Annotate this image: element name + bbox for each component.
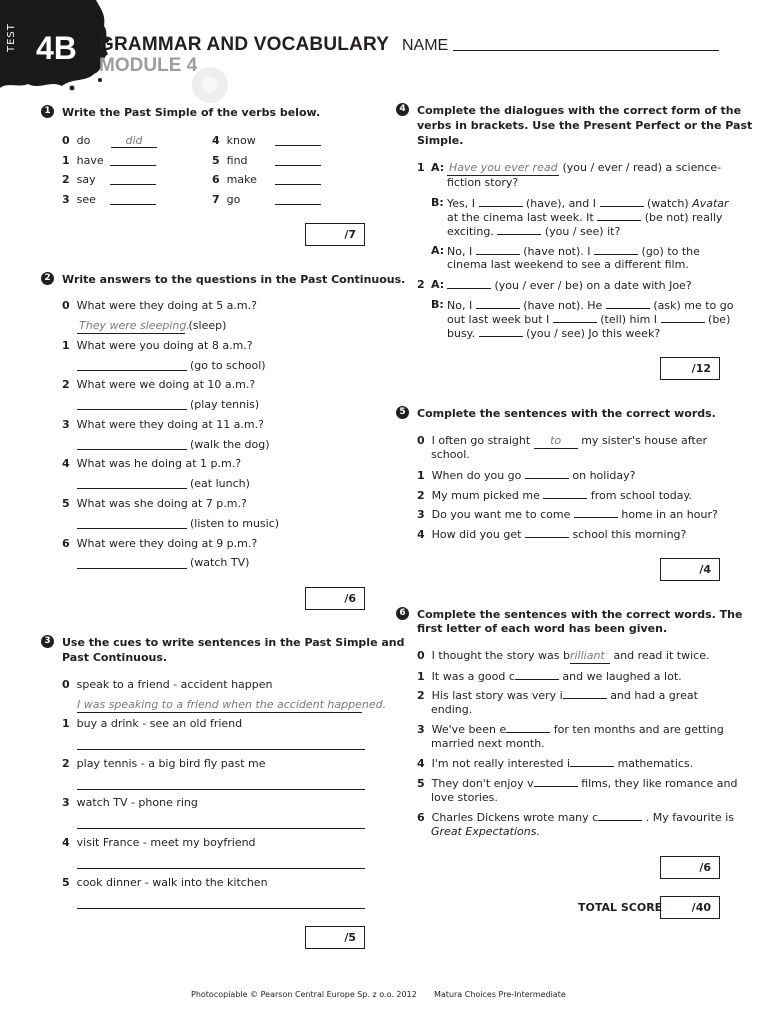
ex6-item-6: 6 Charles Dickens wrote many c . My favourite is bbox=[417, 811, 734, 824]
ex6-item-5-line2: love stories. bbox=[431, 791, 498, 804]
ex4-blank-7[interactable] bbox=[447, 278, 491, 289]
ex1-blank-4[interactable] bbox=[275, 145, 321, 146]
ex3-blank-1[interactable] bbox=[77, 749, 365, 750]
ex4-blank-6[interactable] bbox=[594, 244, 638, 255]
ex5-item-0: 0 I often go straight to my sister's house after bbox=[417, 434, 707, 447]
ex2-question-1: 1 What were you doing at 8 a.m.? bbox=[62, 339, 253, 352]
ex5-score-box[interactable]: /4 bbox=[660, 558, 720, 581]
ex6-item-1: 1 It was a good c and we laughed a lot. bbox=[417, 670, 682, 683]
ex4-d2-b-line3: busy. (you / see) Jo this week? bbox=[447, 327, 661, 340]
ex3-cue-0: 0 speak to a friend - accident happen bbox=[62, 678, 273, 691]
ex1-item-7: 7 go bbox=[212, 193, 241, 206]
ex1-score-box[interactable]: /7 bbox=[305, 223, 365, 246]
ex2-cue-2: (play tennis) bbox=[190, 398, 260, 411]
ex2-question-0: 0 What were they doing at 5 a.m.? bbox=[62, 299, 257, 312]
ex1-blank-2[interactable] bbox=[110, 184, 156, 185]
ex6-item-0: 0 I thought the story was brilliant and read it twice. bbox=[417, 649, 710, 662]
ex4-blank-11[interactable] bbox=[661, 312, 705, 323]
ex5-item-1: 1 When do you go on holiday? bbox=[417, 469, 636, 482]
exercise-number-4: 4 bbox=[396, 103, 409, 116]
ex4-score-box[interactable]: /12 bbox=[660, 357, 720, 380]
ex5-blank-2[interactable] bbox=[543, 488, 587, 499]
ex6-item-3-line2: married next month. bbox=[431, 737, 545, 750]
exercise-number-3: 3 bbox=[41, 635, 54, 648]
ex2-question-6: 6 What were they doing at 9 p.m.? bbox=[62, 537, 258, 550]
exercise-1-instruction: Write the Past Simple of the verbs below. bbox=[62, 106, 321, 119]
ex5-blank-1[interactable] bbox=[525, 468, 569, 479]
exercise-number-1: 1 bbox=[41, 105, 54, 118]
ex6-blank-4[interactable] bbox=[570, 756, 614, 767]
ex4-blank-10[interactable] bbox=[553, 312, 597, 323]
ex4-speaker-a-2: A: bbox=[431, 244, 445, 257]
ex2-answer-0: They were sleeping. bbox=[79, 319, 190, 332]
ex4-d2-b-line2: out last week but I (tell) him I (be) bbox=[447, 313, 731, 326]
ex3-cue-1: 1 buy a drink - see an old friend bbox=[62, 717, 243, 730]
ex6-blank-5[interactable] bbox=[534, 776, 578, 787]
ex4-d1-b-line1: Yes, I (have), and I (watch) Avatar bbox=[447, 197, 729, 210]
test-number: 4B bbox=[36, 30, 77, 66]
name-field[interactable] bbox=[453, 50, 719, 51]
exercise-6-instruction-line-1: Complete the sentences with the correct words. The bbox=[417, 608, 743, 621]
ex3-cue-5: 5 cook dinner - walk into the kitchen bbox=[62, 876, 268, 889]
ex3-blank-3[interactable] bbox=[77, 828, 365, 829]
ex2-question-5: 5 What was she doing at 7 p.m.? bbox=[62, 497, 247, 510]
ex2-answer-row-0: They were sleeping. (sleep) bbox=[79, 319, 227, 332]
ex6-item-2-line2: ending. bbox=[431, 703, 473, 716]
ex4-d1-b-line2: at the cinema last week. It (be not) really bbox=[447, 211, 723, 224]
ex1-blank-1[interactable] bbox=[110, 165, 156, 166]
ex2-question-4: 4 What was he doing at 1 p.m.? bbox=[62, 457, 242, 470]
ex1-item-0: 0 do bbox=[62, 134, 91, 147]
ex1-blank-3[interactable] bbox=[110, 204, 156, 205]
total-score-box[interactable]: /40 bbox=[660, 896, 720, 919]
exercise-number-6: 6 bbox=[396, 607, 409, 620]
ex6-blank-3[interactable] bbox=[506, 722, 550, 733]
ex6-item-4: 4 I'm not really interested i mathematics. bbox=[417, 757, 694, 770]
ex2-cue-6: (watch TV) bbox=[190, 556, 250, 569]
ex2-cue-3: (walk the dog) bbox=[190, 438, 270, 451]
ex5-blank-4[interactable] bbox=[525, 527, 569, 538]
name-label: NAME bbox=[402, 37, 449, 54]
ex3-blank-4[interactable] bbox=[77, 868, 365, 869]
ex5-item-3: 3 Do you want me to come home in an hour? bbox=[417, 508, 718, 521]
module-label: MODULE 4 bbox=[99, 55, 198, 76]
ex3-answer-0: I was speaking to a friend when the accident happened. bbox=[77, 698, 387, 711]
ex2-cue-4: (eat lunch) bbox=[190, 477, 250, 490]
ex2-blank-4[interactable] bbox=[77, 488, 187, 489]
ex2-blank-2[interactable] bbox=[77, 409, 187, 410]
ex5-answer-0: to bbox=[534, 434, 578, 449]
ex4-d1-a2-line2: cinema last weekend to see a different film. bbox=[447, 258, 689, 271]
ex6-blank-2[interactable] bbox=[563, 688, 607, 699]
ex6-item-6-line2: Great Expectations. bbox=[431, 825, 540, 838]
ex5-item-0-line2: school. bbox=[431, 448, 470, 461]
exercise-3-instruction-line-1: Use the cues to write sentences in the Past Simple and bbox=[62, 636, 405, 649]
exercise-4-instruction-line-1: Complete the dialogues with the correct form of the bbox=[417, 104, 742, 117]
ex2-score-box[interactable]: /6 bbox=[305, 587, 365, 610]
ex2-question-3: 3 What were they doing at 11 a.m.? bbox=[62, 418, 264, 431]
ex4-d1-b-line3: exciting. (you / see) it? bbox=[447, 225, 621, 238]
total-score-label: TOTAL SCORE bbox=[578, 901, 663, 914]
ex1-item-1: 1 have bbox=[62, 154, 104, 167]
page-title: GRAMMAR AND VOCABULARY bbox=[99, 34, 390, 55]
ex6-item-2: 2 His last story was very i and had a great bbox=[417, 689, 698, 702]
ex2-question-2: 2 What were we doing at 10 a.m.? bbox=[62, 378, 256, 391]
ex4-d2-b-line1: No, I (have not). He (ask) me to go bbox=[447, 299, 734, 312]
exercise-5-instruction: Complete the sentences with the correct words. bbox=[417, 407, 716, 420]
ex3-cue-4: 4 visit France - meet my boyfriend bbox=[62, 836, 256, 849]
ex4-answer-0: Have you ever read bbox=[449, 161, 558, 174]
ex1-blank-6[interactable] bbox=[275, 184, 321, 185]
ex4-blank-8[interactable] bbox=[476, 298, 520, 309]
ex4-blank-5[interactable] bbox=[476, 244, 520, 255]
ex4-speaker-a-3: A: bbox=[431, 278, 445, 291]
ex1-item-6: 6 make bbox=[212, 173, 257, 186]
ex1-item-3: 3 see bbox=[62, 193, 96, 206]
exercise-number-2: 2 bbox=[41, 272, 54, 285]
ex3-cue-2: 2 play tennis - a big bird fly past me bbox=[62, 757, 266, 770]
ex1-blank-7[interactable] bbox=[275, 204, 321, 205]
ex5-item-2: 2 My mum picked me from school today. bbox=[417, 489, 692, 502]
test-label: TEST bbox=[6, 23, 17, 52]
ex4-blank-12[interactable] bbox=[479, 326, 523, 337]
ex6-blank-6[interactable] bbox=[598, 810, 642, 821]
ex4-speaker-b: B: bbox=[431, 196, 444, 209]
ex4-speaker-a: A: bbox=[431, 161, 445, 174]
ex3-blank-5[interactable] bbox=[77, 908, 365, 909]
ex6-item-3: 3 We've been e for ten months and are getting bbox=[417, 723, 724, 736]
ex3-cue-3: 3 watch TV - phone ring bbox=[62, 796, 198, 809]
ex4-d2-a: (you / ever / be) on a date with Joe? bbox=[447, 278, 692, 293]
ex4-d1-a1-line2: fiction story? bbox=[447, 176, 519, 189]
ex2-blank-5[interactable] bbox=[77, 528, 187, 529]
exercise-6-instruction-line-2: first letter of each word has been given. bbox=[417, 622, 668, 635]
ex1-item-2: 2 say bbox=[62, 173, 96, 186]
exercise-4-instruction-line-3: Simple. bbox=[417, 134, 464, 147]
ex6-blank-1[interactable] bbox=[515, 669, 559, 680]
exercise-3-instruction-line-2: Past Continuous. bbox=[62, 651, 168, 664]
ex4-blank-3[interactable] bbox=[597, 210, 641, 221]
ex2-cue-5: (listen to music) bbox=[190, 517, 280, 530]
ex5-item-4: 4 How did you get school this morning? bbox=[417, 528, 687, 541]
ex4-speaker-b-2: B: bbox=[431, 298, 444, 311]
ex6-answer-0: rilliant bbox=[570, 649, 610, 664]
footer-copyright: Photocopiable © Pearson Central Europe Sp. z o.o. 2012 bbox=[191, 990, 417, 999]
ex3-score-box[interactable]: /5 bbox=[305, 926, 365, 949]
ex4-dialogue-2-number: 2 bbox=[417, 278, 425, 291]
exercise-2-instruction: Write answers to the questions in the Past Continuous. bbox=[62, 273, 406, 286]
ex4-dialogue-1-number: 1 bbox=[417, 161, 425, 174]
ex2-blank-3[interactable] bbox=[77, 449, 187, 450]
ex1-item-5: 5 find bbox=[212, 154, 248, 167]
ex4-blank-9[interactable] bbox=[606, 298, 650, 309]
ex4-d1-a2-line1: No, I (have not). I (go) to the bbox=[447, 245, 700, 258]
exercise-number-5: 5 bbox=[396, 406, 409, 419]
ex4-blank-2[interactable] bbox=[600, 196, 644, 207]
ex2-blank-1[interactable] bbox=[77, 370, 187, 371]
ex4-blank-1[interactable] bbox=[479, 196, 523, 207]
exercise-4-instruction-line-2: verbs in brackets. Use the Present Perfect or the Past bbox=[417, 119, 753, 132]
ex1-item-4: 4 know bbox=[212, 134, 256, 147]
ex6-item-5: 5 They don't enjoy v films, they like romance and bbox=[417, 777, 738, 790]
ex1-blank-5[interactable] bbox=[275, 165, 321, 166]
ex1-answer-0: did bbox=[111, 134, 157, 148]
ex2-blank-6[interactable] bbox=[77, 568, 187, 569]
ex3-blank-2[interactable] bbox=[77, 789, 365, 790]
ex4-d1-a1: Have you ever read (you / ever / read) a science- bbox=[449, 161, 722, 174]
ex5-blank-3[interactable] bbox=[574, 507, 618, 518]
ex4-blank-4[interactable] bbox=[497, 224, 541, 235]
ex2-cue-1: (go to school) bbox=[190, 359, 266, 372]
footer-book-title: Matura Choices Pre-Intermediate bbox=[434, 990, 566, 999]
ex6-score-box[interactable]: /6 bbox=[660, 856, 720, 879]
